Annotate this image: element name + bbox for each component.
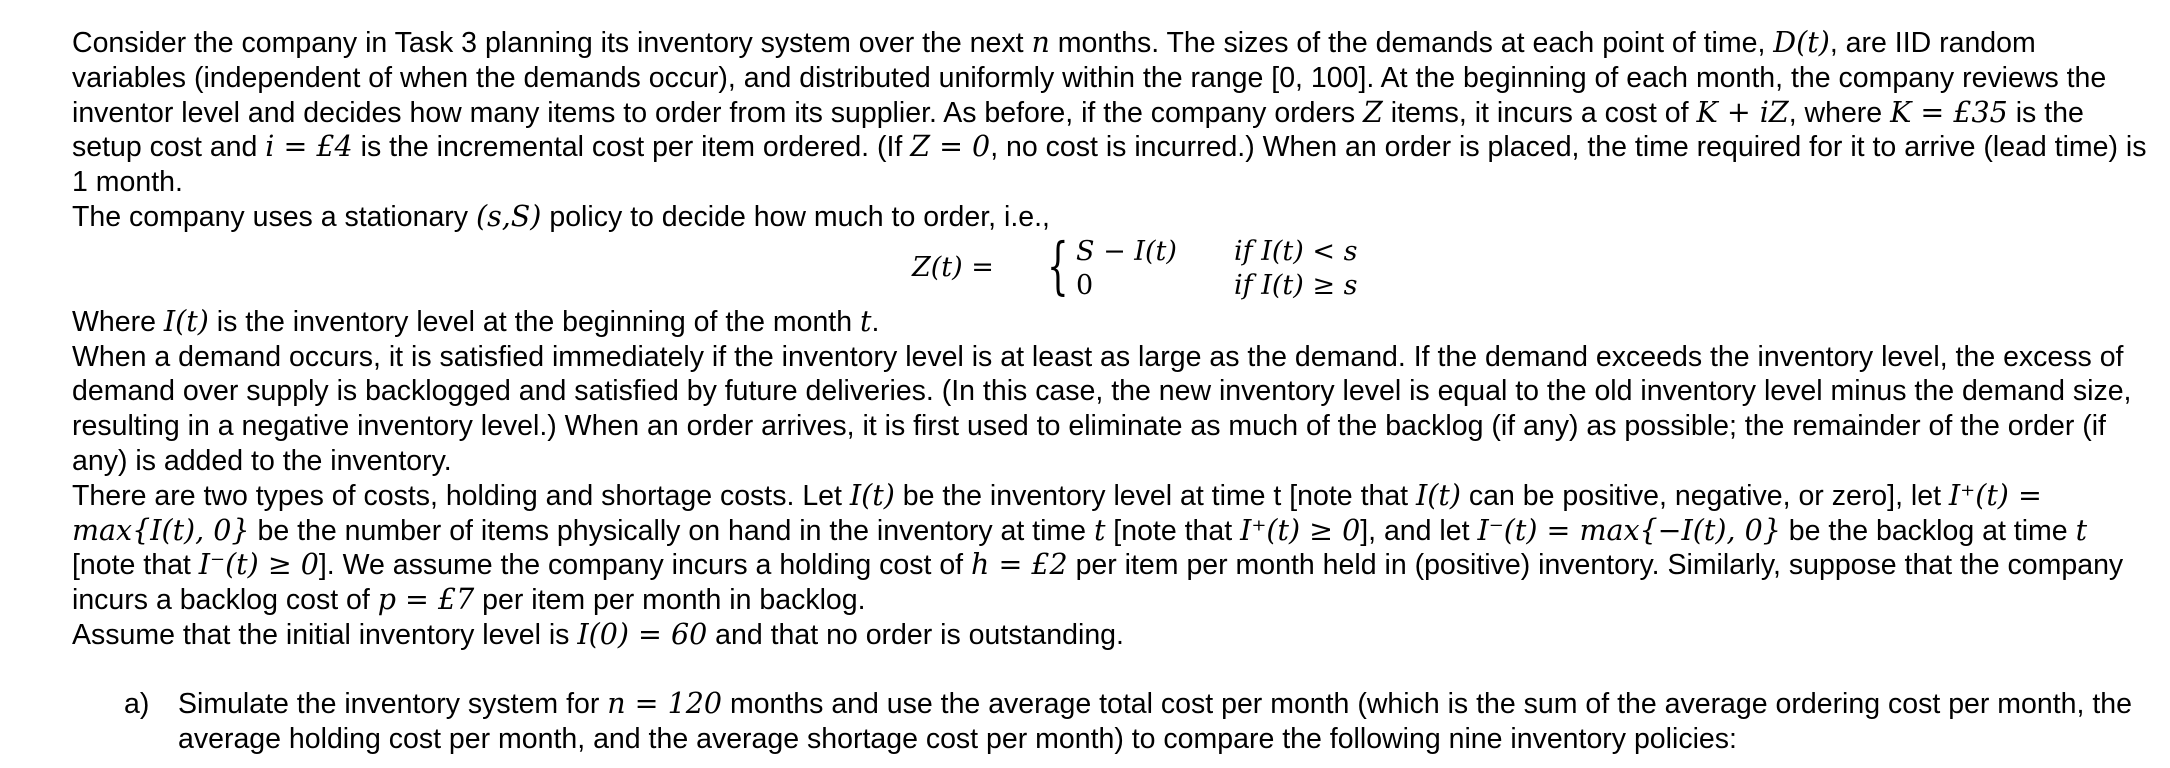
math-n: n [1031,26,1050,59]
math-inventory: I(t) [849,478,895,512]
text: is the inventory level at the beginning of the month [208,305,860,338]
equation-brace: { [1047,228,1069,302]
equation-case-order: S − I(t) [1076,235,1177,267]
equation-condition-above: if I(t) ≥ s [1234,269,1358,301]
math-initial-inventory: I(0) = 60 [577,617,708,651]
paragraph-policy [72,200,2152,235]
text: is the incremental cost per item ordered. (If [352,131,911,164]
equation-condition-below: if I(t) < s [1234,235,1358,267]
math-inventory: I(t) [163,304,209,338]
text: per item per month held in (positive) inventory. Similarly, suppose that the company incurs a backlog cost of [72,549,2124,617]
text: Consider the company in Task 3 planning its inventory system over the next [72,27,1032,59]
text: policy to decide how much to order, i.e., [541,200,1050,233]
text: can be positive, negative, or zero], let [1460,479,1949,512]
list-item [72,687,2152,757]
text: is the setup cost and [72,96,2084,164]
spacer [72,653,2152,687]
paragraph-demand [72,340,2152,479]
paragraph-intro [72,26,2152,200]
math-t: t [2075,513,2088,547]
text: ], and let [1360,514,1478,547]
text: and that no order is outstanding. [707,618,1124,651]
text: When a demand occurs, it is satisfied immediately if the inventory level is at least as large as the demand. If the demand exceeds the inventory level, the excess of demand over supply is backlogged and satisfied by future deliveries. (In this case, the new inventory level is equal to the old inventory level minus the demand size, resulting in a negative inventory level.) When an order arrives, it is first used to eliminate as much of the backlog (if any) as possible; the remainder of the order (if any) is added to the inventory. [72,340,2132,477]
math-cost: K + iZ [1696,95,1789,129]
math-t: t [860,304,872,338]
equation-case-zero: 0 [1076,269,1094,301]
math-t: t [1093,513,1106,547]
math-incremental-cost: i = £4 [265,130,353,164]
paragraph-costs [72,479,2152,618]
math-on-hand-nonneg: I⁺(t) ≥ 0 [1240,513,1361,547]
text: , no cost is incurred.) When an order is placed, the time required for it to arrive (lead time) is 1 month. [72,131,2147,199]
text: be the number of items physically on hand in the inventory at time [249,514,1094,547]
math-n-value: n = 120 [607,686,723,720]
math-on-hand: I⁺(t) = max{I(t), 0} [72,478,2042,547]
text: Simulate the inventory system for [178,687,608,720]
equation-lhs: Z(t) = [912,251,994,283]
math-setup-cost: K = £35 [1890,95,2008,129]
paragraph-where [72,305,2152,340]
text: be the inventory level at time t [note that [894,479,1417,512]
math-z: Z [1363,95,1383,129]
math-backlog: I⁻(t) = max{−I(t), 0} [1477,513,1781,547]
math-inventory: I(t) [1416,478,1461,512]
math-demand: D(t) [1773,26,1830,59]
math-holding-cost: h = £2 [971,548,1068,582]
text: , are IID random variables (independent of when the demands occur), and distributed uniformly within the range [0, 100]. At the beginning of each month, the company reviews the inventor level and decides how many items to order from its supplier. As before, if the company orders [72,27,2107,129]
text: be the backlog at time [1780,514,2076,547]
text: per item per month in backlog. [474,584,866,617]
math-sS: (s,S) [475,199,542,233]
text: ]. We assume the company incurs a holding cost of [318,549,972,582]
text: [note that [1105,514,1241,547]
problem-text [72,26,2152,756]
text: , where [1788,96,1891,129]
text: There are two types of costs, holding and shortage costs. Let [72,479,850,512]
policy-equation [72,228,2152,305]
text: items, it incurs a cost of [1382,96,1697,129]
list-marker: a) [124,687,150,720]
text: months. The sizes of the demands at each point of time, [1049,27,1774,59]
math-backlog-nonneg: I⁻(t) ≥ 0 [198,548,319,582]
text: Assume that the initial inventory level is [72,618,578,651]
text: The company uses a stationary [72,200,476,233]
math-z-zero: Z = 0 [910,130,991,164]
text: Where [72,305,164,338]
math-backlog-cost: p = £7 [377,583,475,617]
text: . [871,305,880,338]
paragraph-initial [72,618,2152,653]
text: [note that [72,549,199,582]
text: months and use the average total cost per month (which is the sum of the average ordering cost per month, the average holding cost per month, and the average shortage cost per month) to compare the following nine inventory policies: [178,687,2132,755]
